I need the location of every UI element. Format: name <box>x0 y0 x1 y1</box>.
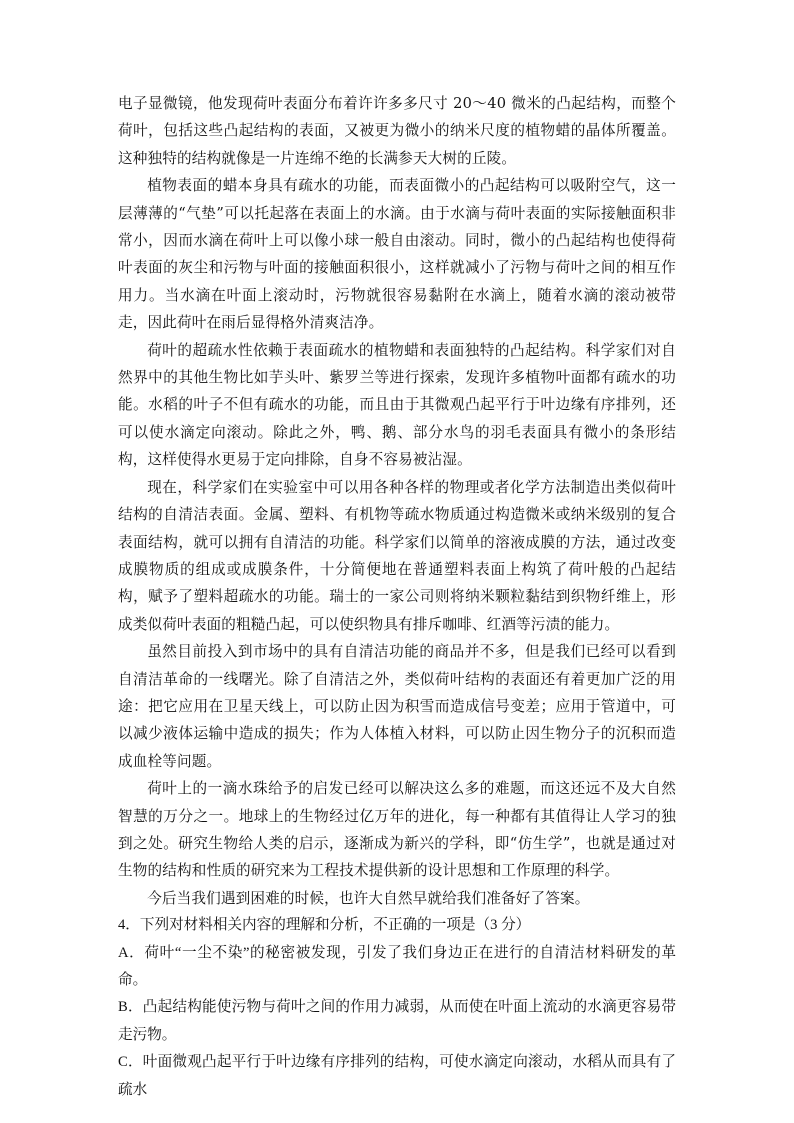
passage-paragraph-3: 荷叶的超疏水性依赖于表面疏水的植物蜡和表面独特的凸起结构。科学家们对自然界中的其他生物比如芋头叶、紫罗兰等进行探索，发现许多植物叶面都有疏水的功能。水稻的叶子不但有疏水的功能，而且由于其微观凸起平行于叶边缘有序排列，还可以使水滴定向滚动。除此之外，鸭、鹅、部分水鸟的羽毛表面具有微小的条形结构，这样使得水更易于定向排除，自身不容易被沾湿。 <box>118 341 676 469</box>
question-stem: 4．下列对材料相关内容的理解和分析，不正确的一项是（3 分） <box>118 917 531 934</box>
reading-passage <box>118 90 676 912</box>
passage-paragraph-5: 虽然目前投入到市场中的具有自清洁功能的商品并不多，但是我们已经可以看到自清洁革命的一线曙光。除了自清洁之外，类似荷叶结构的表面还有着更加广泛的用途：把它应用在卫星天线上，可以防止因为积雪而造成信号变差；应用于管道中，可以减少液体运输中造成的损失；作为人体植入材料，可以防止因生物分子的沉积而造成血栓等问题。 <box>118 643 676 770</box>
option-a: A．荷叶“一尘不染”的秘密被发现，引发了我们身边正在进行的自清洁材料研发的革命。 <box>118 944 676 988</box>
option-c: C．叶面微观凸起平行于叶边缘有序排列的结构，可使水滴定向滚动，水稻从而具有了疏水 <box>118 1054 676 1098</box>
passage-paragraph-1: 电子显微镜，他发现荷叶表面分布着许许多多尺寸 20～40 微米的凸起结构，而整个荷叶，包括这些凸起结构的表面，又被更为微小的纳米尺度的植物蜡的晶体所覆盖。这种独特的结构就像是一片连绵不绝的长满参天大树的丘陵。 <box>118 95 676 167</box>
passage-paragraph-2: 植物表面的蜡本身具有疏水的功能，而表面微小的凸起结构可以吸附空气，这一层薄薄的“气垫”可以托起落在表面上的水滴。由于水滴与荷叶表面的实际接触面积非常小，因而水滴在荷叶上可以像小球一般自由滚动。同时，微小的凸起结构也使得荷叶表面的灰尘和污物与叶面的接触面积很小，这样就减小了污物与荷叶之间的相互作用力。当水滴在叶面上滚动时，污物就很容易黏附在水滴上，随着水滴的滚动被带走，因此荷叶在雨后显得格外清爽洁净。 <box>118 177 676 332</box>
option-b: B．凸起结构能使污物与荷叶之间的作用力减弱，从而使在叶面上流动的水滴更容易带走污物。 <box>118 999 676 1043</box>
passage-paragraph-6: 荷叶上的一滴水珠给予的启发已经可以解决这么多的难题，而这还远不及大自然智慧的万分之一。地球上的生物经过亿万年的进化，每一种都有其值得让人学习的独到之处。研究生物给人类的启示，逐渐成为新兴的学科，即“仿生学”，也就是通过对生物的结构和性质的研究来为工程技术提供新的设计思想和工作原理的科学。 <box>118 780 676 880</box>
document-page <box>118 90 676 1104</box>
passage-paragraph-4: 现在，科学家们在实验室中可以用各种各样的物理或者化学方法制造出类似荷叶结构的自清洁表面。金属、塑料、有机物等疏水物质通过构造微米或纳米级别的复合表面结构，就可以拥有自清洁的功能。科学家们以简单的溶液成膜的方法，通过改变成膜物质的组成或成膜条件，十分简便地在普通塑料表面上构筑了荷叶般的凸起结构，赋予了塑料超疏水的功能。瑞士的一家公司则将纳米颗粒黏结到织物纤维上，形成类似荷叶表面的粗糙凸起，可以使织物具有排斥咖啡、红酒等污渍的能力。 <box>118 478 676 633</box>
question-block <box>118 912 676 1104</box>
passage-paragraph-7: 今后当我们遇到困难的时候，也许大自然早就给我们准备好了答案。 <box>147 889 590 907</box>
